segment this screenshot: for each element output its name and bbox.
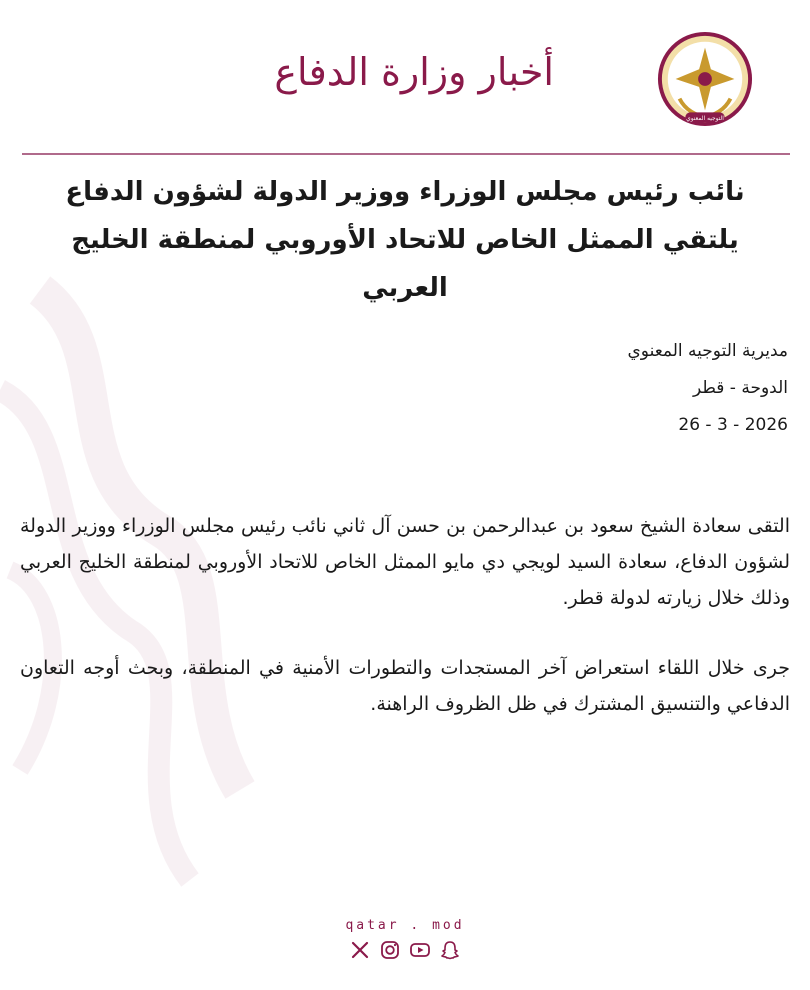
article-date: 26 - 3 - 2026 [678, 415, 788, 435]
footer [335, 918, 475, 961]
header [0, 0, 810, 150]
article-meta [388, 333, 788, 444]
article-paragraph: التقى سعادة الشيخ سعود بن عبدالرحمن بن حسن آل ثاني نائب رئيس مجلس الوزراء ووزير الدولة لشؤون الدفاع، سعادة السيد لويجي دي مايو الممثل الخاص للاتحاد الأوروبي لمنطقة الخليج العربي وذلك خلال زيارته لدولة قطر. [20, 515, 790, 609]
snapchat-icon[interactable] [439, 939, 461, 961]
youtube-icon[interactable] [409, 939, 431, 961]
article-source: مديرية التوجيه المعنوي [627, 341, 788, 361]
mod-logo [656, 30, 754, 128]
x-icon[interactable] [349, 939, 371, 961]
header-divider [22, 153, 790, 155]
article-location: الدوحة - قطر [692, 378, 788, 398]
article-paragraph: جرى خلال اللقاء استعراض آخر المستجدات والتطورات الأمنية في المنطقة، وبحث أوجه التعاون الدفاعي والتنسيق المشترك في ظل الظروف الراهنة. [20, 657, 790, 715]
site-title: أخبار وزارة الدفاع [274, 50, 554, 94]
article-headline: نائب رئيس مجلس الوزراء ووزير الدولة لشؤون الدفاع يلتقي الممثل الخاص للاتحاد الأوروبي لمنطقة الخليج العربي [65, 177, 745, 303]
social-handle: qatar . mod [345, 918, 465, 933]
logo-caption: التوجيه المعنوي [686, 116, 724, 123]
social-links [335, 939, 475, 961]
article-body [20, 508, 790, 756]
instagram-icon[interactable] [379, 939, 401, 961]
